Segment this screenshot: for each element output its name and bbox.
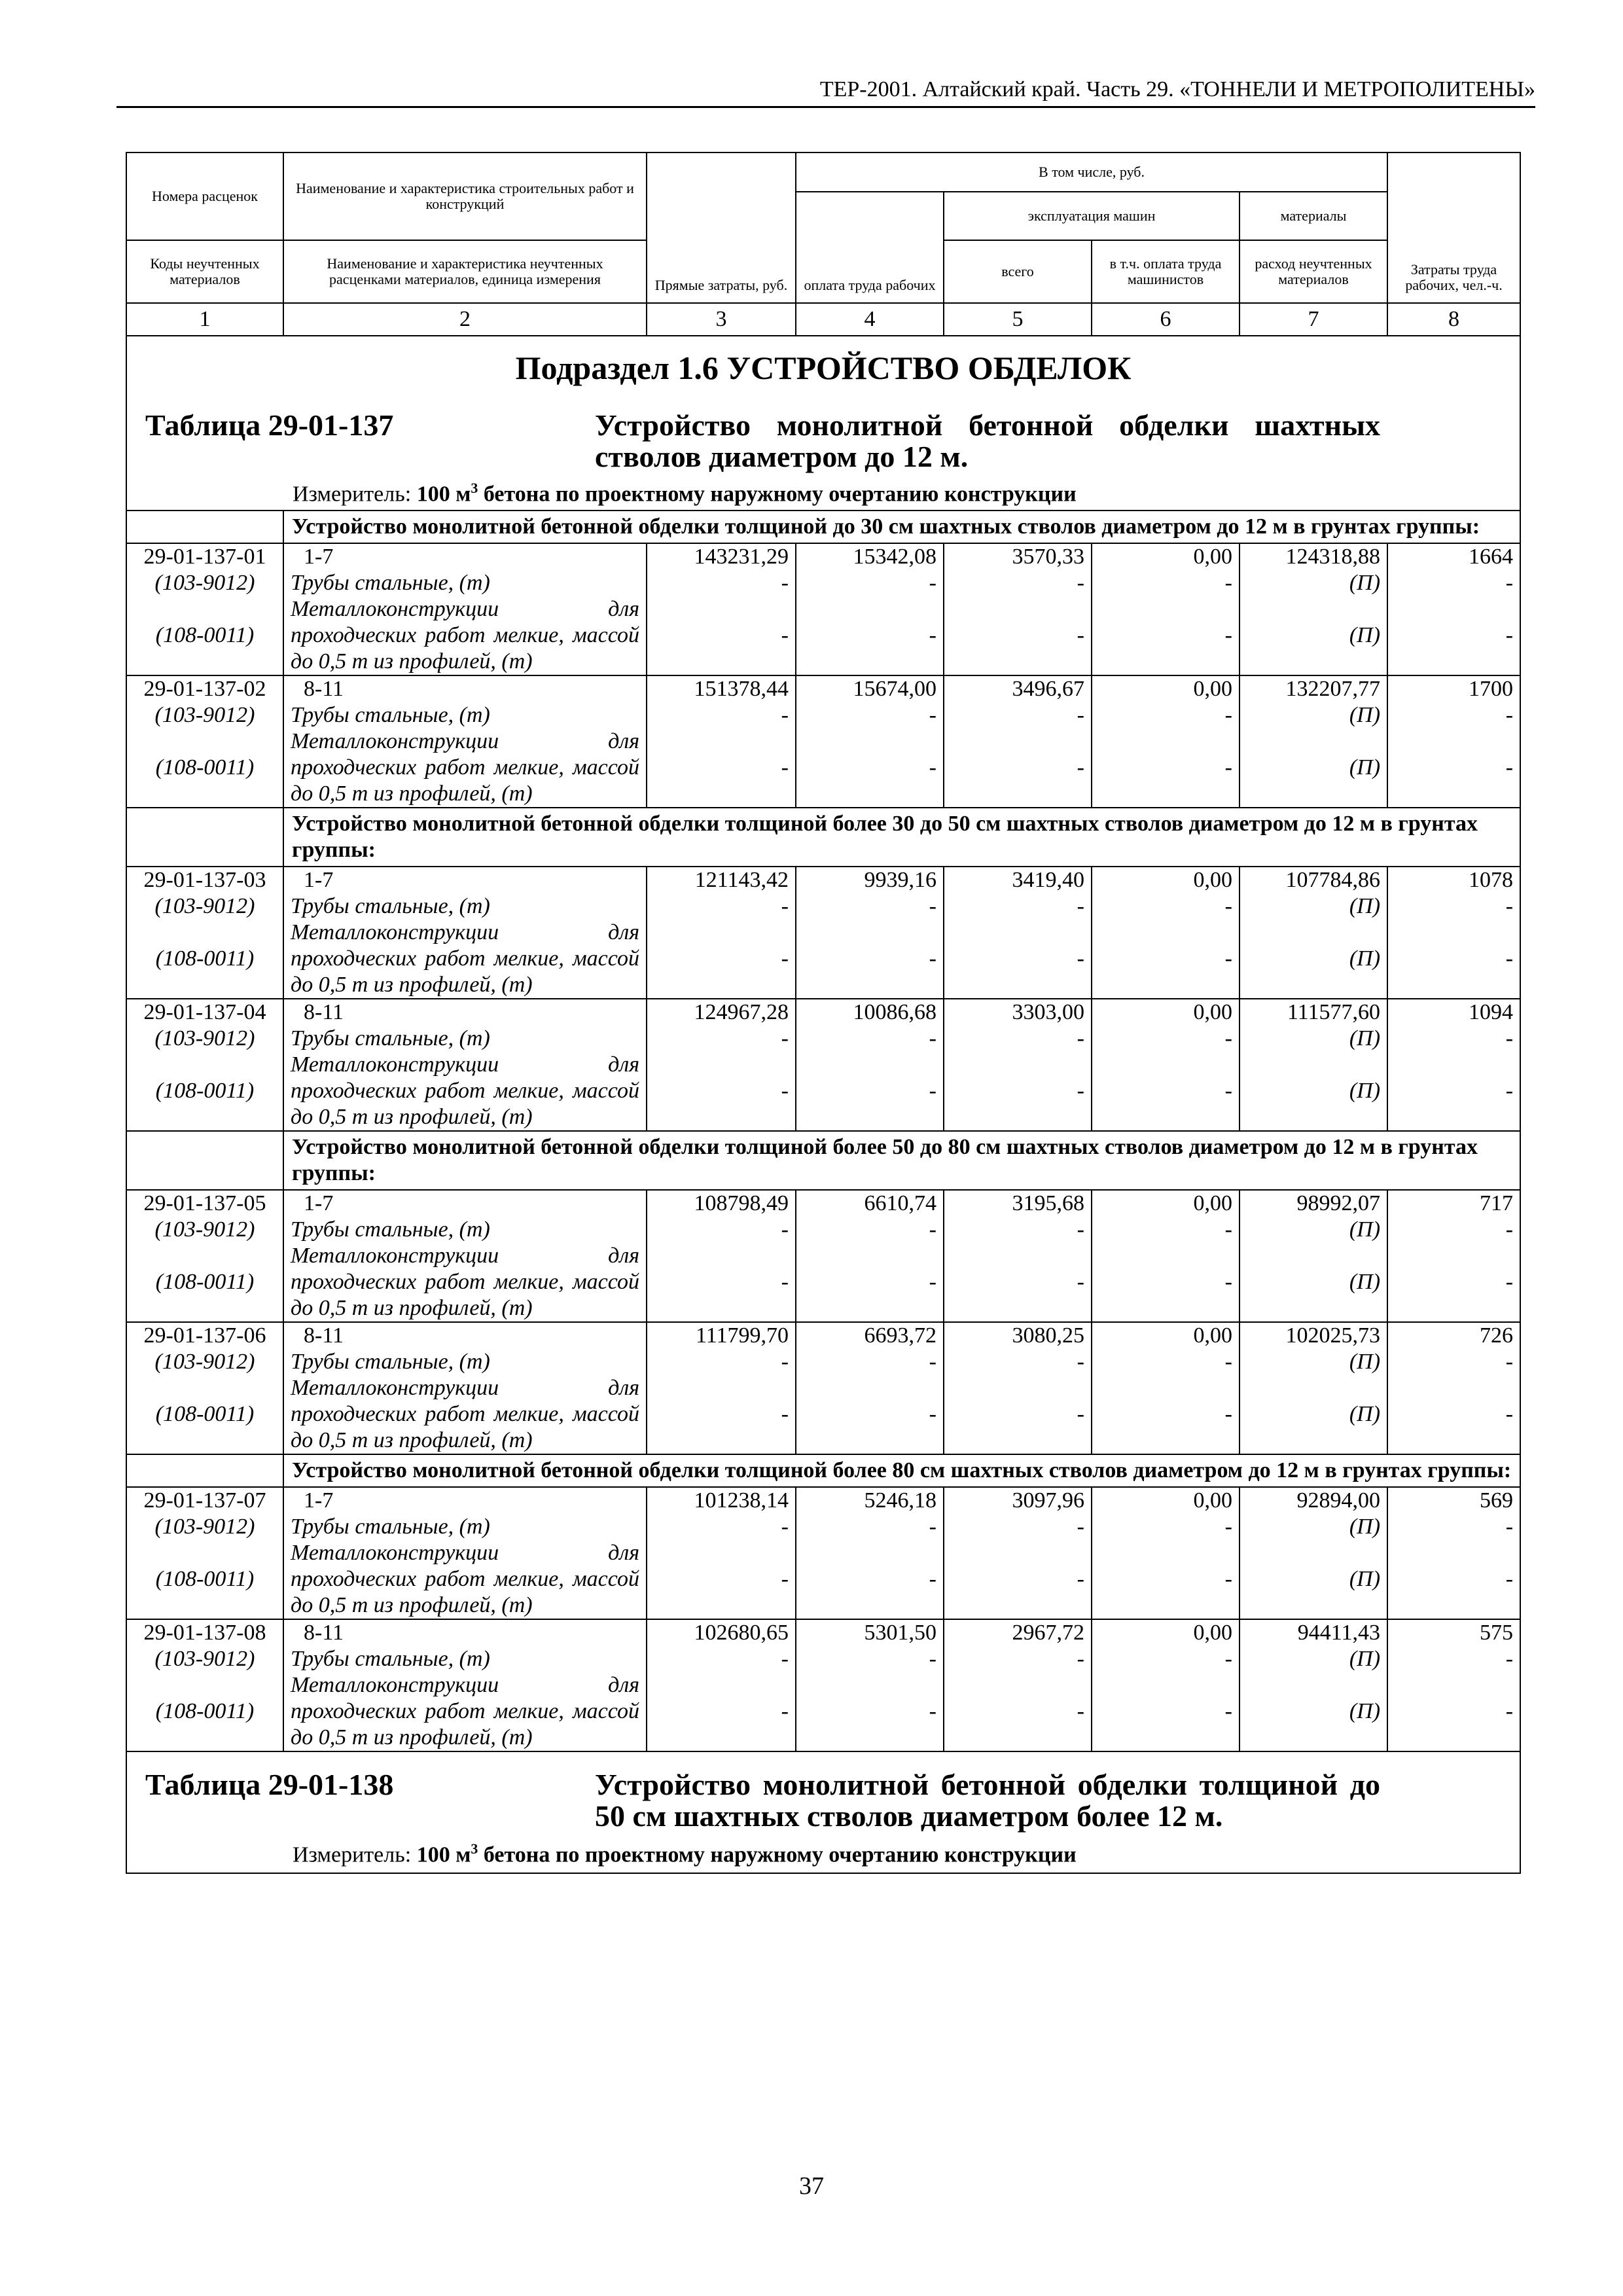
dash: -	[647, 1672, 796, 1751]
value-labor: 9939,16	[796, 867, 944, 893]
running-title: ТЕР-2001. Алтайский край. Часть 29. «ТОННЕЛИ И МЕТРОПОЛИТЕНЫ»	[819, 77, 1535, 101]
value-machines: 3080,25	[944, 1322, 1092, 1349]
measure-line	[127, 1836, 1520, 1868]
material-mark: (П)	[1240, 920, 1387, 999]
dash: -	[647, 728, 796, 808]
value-labor: 6610,74	[796, 1190, 944, 1217]
material-row	[126, 1026, 1520, 1052]
material-name: Металлоконструкции для проходческих работ мелкие, массой до 0,5 т из профилей, (т)	[283, 1243, 647, 1322]
dash: -	[647, 596, 796, 675]
value-operators: 0,00	[1092, 1322, 1240, 1349]
dash: -	[1387, 1540, 1520, 1619]
value-direct: 111799,70	[647, 1322, 796, 1349]
table-body	[126, 511, 1520, 1751]
material-row	[126, 1514, 1520, 1540]
price-table	[126, 152, 1521, 1874]
material-name: Металлоконструкции для проходческих работ мелкие, массой до 0,5 т из профилей, (т)	[283, 1052, 647, 1131]
rate-code: 29-01-137-08	[126, 1619, 283, 1646]
material-code: (103-9012)	[126, 1217, 283, 1243]
value-labor: 15674,00	[796, 675, 944, 702]
col2-header-a: Наименование и характеристика строительных работ и конструкций	[283, 152, 647, 240]
dash: -	[647, 893, 796, 920]
value-machines: 3303,00	[944, 999, 1092, 1026]
dash: -	[1387, 1349, 1520, 1375]
value-hours: 1078	[1387, 867, 1520, 893]
dash: -	[944, 728, 1092, 808]
table-label: Таблица 29-01-138	[145, 1768, 394, 1802]
col-number: 6	[1092, 303, 1240, 336]
material-mark: (П)	[1240, 1672, 1387, 1751]
value-machines: 3097,96	[944, 1487, 1092, 1514]
dash: -	[1092, 1052, 1240, 1131]
material-row	[126, 1052, 1520, 1131]
group-heading: Устройство монолитной бетонной обделки толщиной до 30 см шахтных стволов диаметром до 12 м в грунтах группы:	[283, 511, 1520, 543]
value-machines: 3195,68	[944, 1190, 1092, 1217]
col-number: 4	[796, 303, 944, 336]
value-materials: 102025,73	[1240, 1322, 1387, 1349]
value-direct: 108798,49	[647, 1190, 796, 1217]
dash: -	[1387, 1672, 1520, 1751]
value-materials: 111577,60	[1240, 999, 1387, 1026]
value-labor: 5246,18	[796, 1487, 944, 1514]
material-row	[126, 596, 1520, 675]
material-code: (108-0011)	[126, 920, 283, 999]
work-name: 1-7	[283, 867, 647, 893]
col5-header: всего	[944, 240, 1092, 303]
col-number: 3	[647, 303, 796, 336]
dash: -	[647, 570, 796, 596]
material-code: (108-0011)	[126, 1375, 283, 1454]
material-mark: (П)	[1240, 1375, 1387, 1454]
material-mark: (П)	[1240, 1217, 1387, 1243]
dash: -	[1387, 570, 1520, 596]
dash: -	[1092, 1026, 1240, 1052]
materials-header: материалы	[1240, 192, 1387, 240]
dash: -	[796, 1540, 944, 1619]
material-mark: (П)	[1240, 596, 1387, 675]
material-code: (103-9012)	[126, 1349, 283, 1375]
rate-code: 29-01-137-02	[126, 675, 283, 702]
dash: -	[944, 1672, 1092, 1751]
value-machines: 3496,67	[944, 675, 1092, 702]
group-heading: Устройство монолитной бетонной обделки толщиной более 80 см шахтных стволов диаметром до 12 м в грунтах группы:	[283, 1454, 1520, 1487]
material-mark: (П)	[1240, 1026, 1387, 1052]
col8-header: Затраты труда рабочих, чел.-ч.	[1387, 152, 1520, 303]
value-materials: 94411,43	[1240, 1619, 1387, 1646]
material-name: Трубы стальные, (т)	[283, 1646, 647, 1672]
material-code: (103-9012)	[126, 702, 283, 728]
group-heading-spacer	[126, 511, 283, 543]
value-operators: 0,00	[1092, 1487, 1240, 1514]
dash: -	[1092, 893, 1240, 920]
value-operators: 0,00	[1092, 867, 1240, 893]
material-name: Металлоконструкции для проходческих работ мелкие, массой до 0,5 т из профилей, (т)	[283, 1375, 647, 1454]
dash: -	[796, 1217, 944, 1243]
column-headers	[126, 152, 1520, 511]
table-row	[126, 675, 1520, 702]
group-heading-row	[126, 511, 1520, 543]
dash: -	[796, 728, 944, 808]
material-code: (108-0011)	[126, 1540, 283, 1619]
material-mark: (П)	[1240, 728, 1387, 808]
dash: -	[796, 1646, 944, 1672]
dash: -	[1387, 1217, 1520, 1243]
material-mark: (П)	[1240, 893, 1387, 920]
table-label: Таблица 29-01-137	[145, 408, 394, 442]
table-row	[126, 867, 1520, 893]
dash: -	[1387, 920, 1520, 999]
dash: -	[796, 1243, 944, 1322]
material-name: Металлоконструкции для проходческих работ мелкие, массой до 0,5 т из профилей, (т)	[283, 728, 647, 808]
dash: -	[944, 1052, 1092, 1131]
dash: -	[944, 1514, 1092, 1540]
dash: -	[1092, 596, 1240, 675]
material-mark: (П)	[1240, 1514, 1387, 1540]
dash: -	[1092, 1672, 1240, 1751]
dash: -	[796, 570, 944, 596]
material-code: (103-9012)	[126, 893, 283, 920]
col-number: 1	[126, 303, 283, 336]
material-row	[126, 920, 1520, 999]
value-machines: 3419,40	[944, 867, 1092, 893]
group-heading-row	[126, 1131, 1520, 1190]
table-title: Устройство монолитной бетонной обделки шахтных стволов диаметром до 12 м.	[595, 408, 1380, 473]
dash: -	[944, 596, 1092, 675]
material-code: (103-9012)	[126, 570, 283, 596]
work-name: 1-7	[283, 1487, 647, 1514]
dash: -	[944, 570, 1092, 596]
dash: -	[1387, 728, 1520, 808]
material-code: (108-0011)	[126, 1052, 283, 1131]
group-heading-row	[126, 808, 1520, 867]
material-mark: (П)	[1240, 702, 1387, 728]
material-row	[126, 570, 1520, 596]
material-code: (108-0011)	[126, 728, 283, 808]
dash: -	[944, 893, 1092, 920]
material-row	[126, 1243, 1520, 1322]
dash: -	[796, 1672, 944, 1751]
dash: -	[944, 702, 1092, 728]
material-row	[126, 702, 1520, 728]
rate-code: 29-01-137-03	[126, 867, 283, 893]
measure-value: 100 м	[416, 1842, 471, 1867]
dash: -	[1387, 596, 1520, 675]
value-materials: 132207,77	[1240, 675, 1387, 702]
col-number: 7	[1240, 303, 1387, 336]
dash: -	[944, 1646, 1092, 1672]
table-row	[126, 1619, 1520, 1646]
material-mark: (П)	[1240, 1540, 1387, 1619]
material-row	[126, 1540, 1520, 1619]
group-heading-spacer	[126, 1131, 283, 1190]
measure-prefix: Измеритель:	[293, 482, 417, 507]
group-heading-spacer	[126, 808, 283, 867]
material-row	[126, 893, 1520, 920]
col1-header-b: Коды неучтенных материалов	[126, 240, 283, 303]
value-operators: 0,00	[1092, 1190, 1240, 1217]
value-direct: 124967,28	[647, 999, 796, 1026]
dash: -	[647, 1217, 796, 1243]
material-row	[126, 1349, 1520, 1375]
value-labor: 10086,68	[796, 999, 944, 1026]
measure-line	[127, 475, 1520, 507]
subsection-title: Подраздел 1.6 УСТРОЙСТВО ОБДЕЛОК	[515, 350, 1132, 386]
table-row	[126, 999, 1520, 1026]
material-mark: (П)	[1240, 570, 1387, 596]
value-labor: 15342,08	[796, 543, 944, 570]
value-hours: 575	[1387, 1619, 1520, 1646]
dash: -	[796, 1349, 944, 1375]
dash: -	[1387, 702, 1520, 728]
material-name: Трубы стальные, (т)	[283, 570, 647, 596]
table-row	[126, 543, 1520, 570]
dash: -	[796, 1026, 944, 1052]
col7-header: расход неучтенных материалов	[1240, 240, 1387, 303]
material-name: Металлоконструкции для проходческих работ мелкие, массой до 0,5 т из профилей, (т)	[283, 1540, 647, 1619]
material-name: Трубы стальные, (т)	[283, 893, 647, 920]
material-code: (103-9012)	[126, 1514, 283, 1540]
rate-code: 29-01-137-07	[126, 1487, 283, 1514]
dash: -	[1092, 1540, 1240, 1619]
value-hours: 717	[1387, 1190, 1520, 1217]
dash: -	[1387, 1052, 1520, 1131]
dash: -	[796, 1514, 944, 1540]
material-name: Трубы стальные, (т)	[283, 1217, 647, 1243]
dash: -	[647, 1514, 796, 1540]
col-number: 2	[283, 303, 647, 336]
dash: -	[647, 920, 796, 999]
dash: -	[796, 702, 944, 728]
col3-header: Прямые затраты, руб.	[647, 152, 796, 303]
value-operators: 0,00	[1092, 543, 1240, 570]
dash: -	[944, 1217, 1092, 1243]
value-hours: 1700	[1387, 675, 1520, 702]
value-machines: 3570,33	[944, 543, 1092, 570]
machines-header: эксплуатация машин	[944, 192, 1240, 240]
group-heading-row	[126, 1454, 1520, 1487]
value-hours: 1664	[1387, 543, 1520, 570]
value-materials: 124318,88	[1240, 543, 1387, 570]
dash: -	[796, 1375, 944, 1454]
dash: -	[1387, 1646, 1520, 1672]
value-operators: 0,00	[1092, 999, 1240, 1026]
material-mark: (П)	[1240, 1243, 1387, 1322]
dash: -	[796, 596, 944, 675]
rate-code: 29-01-137-01	[126, 543, 283, 570]
col4-header: оплата труда рабочих	[796, 192, 944, 303]
measure-sup: 3	[471, 1840, 478, 1857]
dash: -	[1092, 702, 1240, 728]
dash: -	[944, 920, 1092, 999]
material-name: Металлоконструкции для проходческих работ мелкие, массой до 0,5 т из профилей, (т)	[283, 1672, 647, 1751]
dash: -	[796, 1052, 944, 1131]
material-mark: (П)	[1240, 1646, 1387, 1672]
rate-code: 29-01-137-04	[126, 999, 283, 1026]
dash: -	[944, 1349, 1092, 1375]
dash: -	[1092, 1514, 1240, 1540]
material-row	[126, 1375, 1520, 1454]
group-heading: Устройство монолитной бетонной обделки толщиной более 30 до 50 см шахтных стволов диаметром до 12 м в грунтах группы:	[283, 808, 1520, 867]
dash: -	[1092, 570, 1240, 596]
rate-code: 29-01-137-05	[126, 1190, 283, 1217]
dash: -	[1387, 1514, 1520, 1540]
dash: -	[1092, 1217, 1240, 1243]
dash: -	[647, 1052, 796, 1131]
value-direct: 102680,65	[647, 1619, 796, 1646]
dash: -	[1092, 1243, 1240, 1322]
dash: -	[1092, 1375, 1240, 1454]
table-row	[126, 1322, 1520, 1349]
dash: -	[1092, 728, 1240, 808]
work-name: 1-7	[283, 543, 647, 570]
material-name: Трубы стальные, (т)	[283, 1514, 647, 1540]
value-direct: 151378,44	[647, 675, 796, 702]
material-row	[126, 1646, 1520, 1672]
value-direct: 143231,29	[647, 543, 796, 570]
page-number: 37	[799, 2172, 824, 2200]
material-name: Металлоконструкции для проходческих работ мелкие, массой до 0,5 т из профилей, (т)	[283, 596, 647, 675]
dash: -	[1387, 1243, 1520, 1322]
dash: -	[944, 1375, 1092, 1454]
material-name: Трубы стальные, (т)	[283, 1349, 647, 1375]
col1-header-a: Номера расценок	[126, 152, 283, 240]
work-name: 8-11	[283, 1619, 647, 1646]
work-name: 8-11	[283, 675, 647, 702]
value-operators: 0,00	[1092, 675, 1240, 702]
dash: -	[796, 893, 944, 920]
table-138-heading	[126, 1751, 1520, 1873]
material-name: Трубы стальные, (т)	[283, 1026, 647, 1052]
value-hours: 726	[1387, 1322, 1520, 1349]
value-materials: 98992,07	[1240, 1190, 1387, 1217]
table-137-heading	[126, 336, 1520, 511]
dash: -	[944, 1540, 1092, 1619]
value-direct: 121143,42	[647, 867, 796, 893]
measure-prefix: Измеритель:	[293, 1842, 417, 1867]
value-materials: 107784,86	[1240, 867, 1387, 893]
material-name: Металлоконструкции для проходческих работ мелкие, массой до 0,5 т из профилей, (т)	[283, 920, 647, 999]
table-row	[126, 1487, 1520, 1514]
col-number: 5	[944, 303, 1092, 336]
material-mark: (П)	[1240, 1349, 1387, 1375]
included-header: В том числе, руб.	[796, 152, 1387, 192]
running-header	[116, 71, 1535, 108]
material-mark: (П)	[1240, 1052, 1387, 1131]
measure-value: 100 м	[416, 482, 471, 507]
dash: -	[1092, 1349, 1240, 1375]
value-materials: 92894,00	[1240, 1487, 1387, 1514]
rate-code: 29-01-137-06	[126, 1322, 283, 1349]
value-machines: 2967,72	[944, 1619, 1092, 1646]
table-138-block	[126, 1751, 1520, 1873]
work-name: 8-11	[283, 999, 647, 1026]
measure-rest: бетона по проектному наружному очертанию конструкции	[478, 1842, 1077, 1867]
dash: -	[1387, 1026, 1520, 1052]
material-row	[126, 728, 1520, 808]
work-name: 8-11	[283, 1322, 647, 1349]
dash: -	[1092, 1646, 1240, 1672]
dash: -	[647, 702, 796, 728]
material-row	[126, 1672, 1520, 1751]
material-code: (103-9012)	[126, 1646, 283, 1672]
dash: -	[647, 1026, 796, 1052]
col6-header: в т.ч. оплата труда машинистов	[1092, 240, 1240, 303]
value-hours: 569	[1387, 1487, 1520, 1514]
dash: -	[647, 1540, 796, 1619]
col-number: 8	[1387, 303, 1520, 336]
dash: -	[944, 1243, 1092, 1322]
value-direct: 101238,14	[647, 1487, 796, 1514]
table-title: Устройство монолитной бетонной обделки толщиной до 50 см шахтных стволов диаметром более 12 м.	[595, 1768, 1380, 1833]
group-heading-spacer	[126, 1454, 283, 1487]
material-code: (103-9012)	[126, 1026, 283, 1052]
material-code: (108-0011)	[126, 596, 283, 675]
material-code: (108-0011)	[126, 1672, 283, 1751]
value-operators: 0,00	[1092, 1619, 1240, 1646]
material-name: Трубы стальные, (т)	[283, 702, 647, 728]
material-code: (108-0011)	[126, 1243, 283, 1322]
work-name: 1-7	[283, 1190, 647, 1217]
dash: -	[647, 1349, 796, 1375]
group-heading: Устройство монолитной бетонной обделки толщиной более 50 до 80 см шахтных стволов диаметром до 12 м в грунтах группы:	[283, 1131, 1520, 1190]
col2-header-b: Наименование и характеристика неучтенных расценками материалов, единица измерения	[283, 240, 647, 303]
value-labor: 5301,50	[796, 1619, 944, 1646]
value-hours: 1094	[1387, 999, 1520, 1026]
dash: -	[647, 1243, 796, 1322]
dash: -	[796, 920, 944, 999]
dash: -	[647, 1646, 796, 1672]
dash: -	[1092, 920, 1240, 999]
dash: -	[1387, 1375, 1520, 1454]
measure-sup: 3	[471, 480, 478, 496]
material-row	[126, 1217, 1520, 1243]
value-labor: 6693,72	[796, 1322, 944, 1349]
dash: -	[1387, 893, 1520, 920]
table-row	[126, 1190, 1520, 1217]
dash: -	[944, 1026, 1092, 1052]
dash: -	[647, 1375, 796, 1454]
measure-rest: бетона по проектному наружному очертанию конструкции	[478, 482, 1077, 507]
